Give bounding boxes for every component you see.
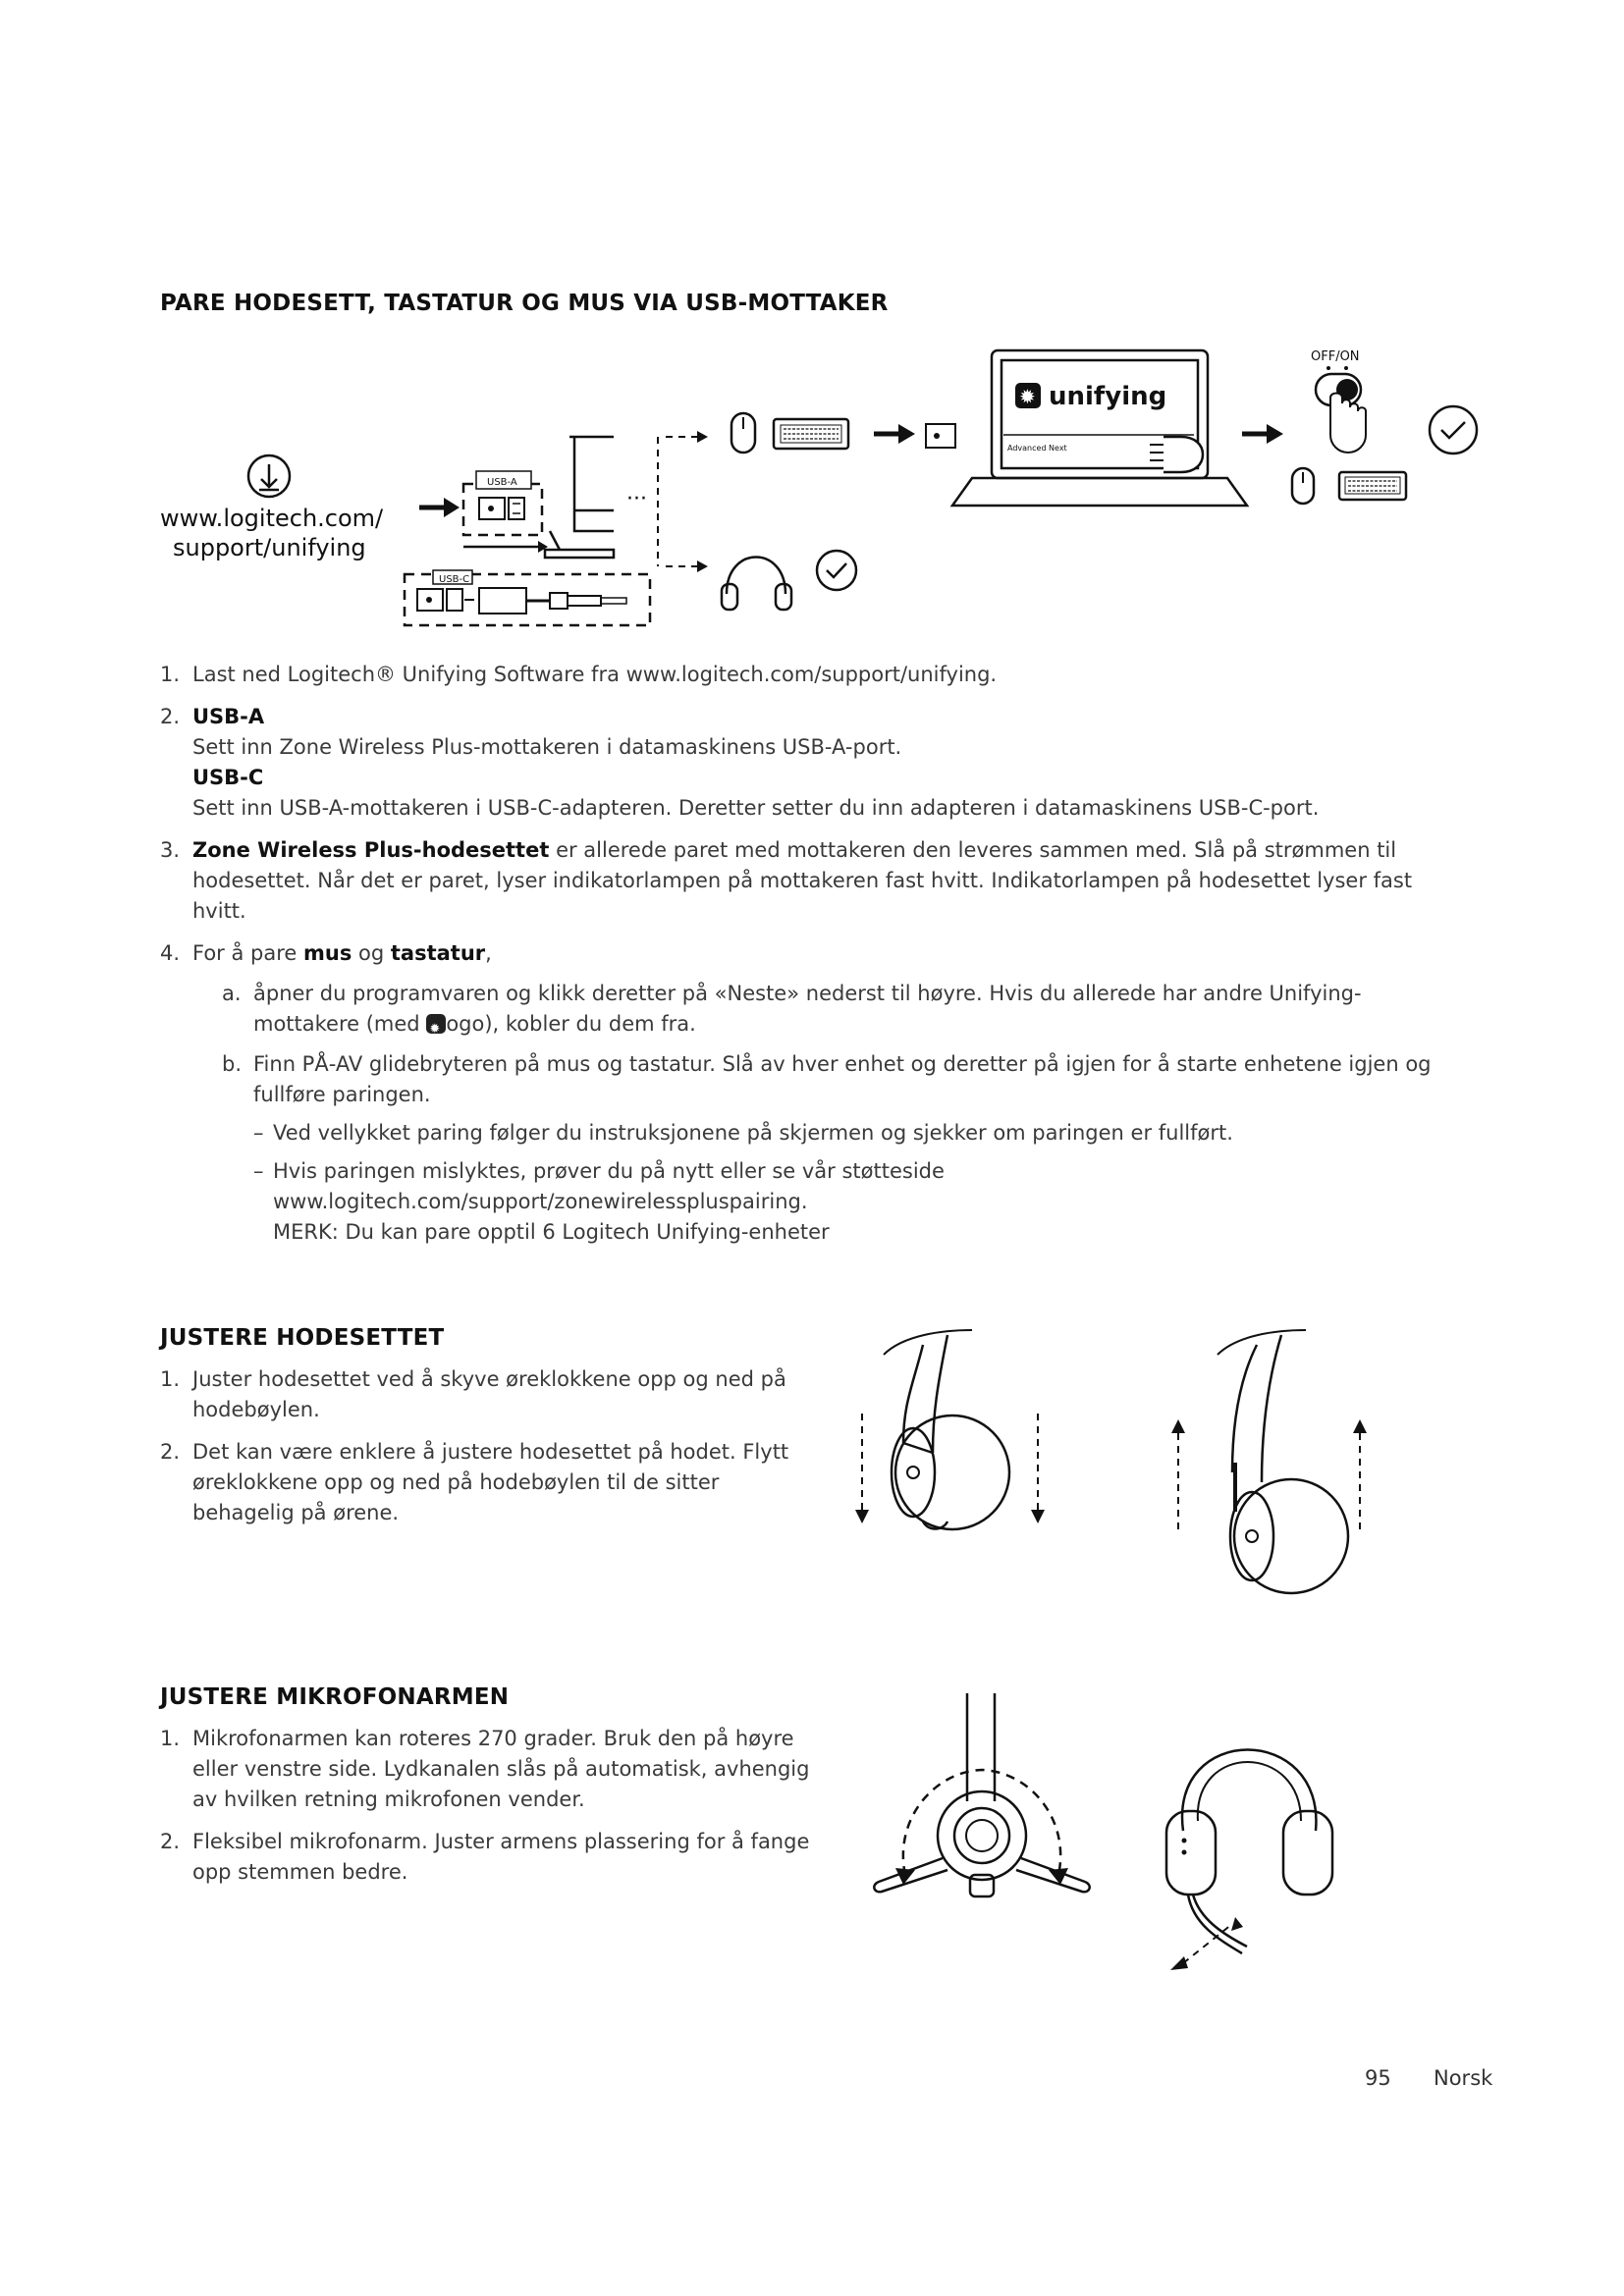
usb-c-label: USB-C <box>439 574 470 585</box>
keyboard-icon <box>1339 472 1406 500</box>
dash-item-2 <box>192 1156 1466 1248</box>
mouse-icon <box>731 413 755 453</box>
step-1 <box>160 660 1466 690</box>
section-title-adjust-headset: JUSTERE HODESETTET <box>160 1325 445 1351</box>
step-bold-keyboard: tastatur <box>390 941 486 965</box>
dash-text: Ved vellykket paring følger du instruksjonene på skjermen og sjekker om paringen er fullført. <box>273 1121 1233 1145</box>
usb-a-text: Sett inn Zone Wireless Plus-mottakeren i datamaskinens USB-A-port. <box>192 735 902 759</box>
usb-a-heading: USB-A <box>192 705 265 728</box>
section-title-pairing: PARE HODESETT, TASTATUR OG MUS VIA USB-MOTTAKER <box>160 291 889 316</box>
arrow-right-icon <box>463 541 548 553</box>
unifying-brand: unifying <box>1049 382 1167 411</box>
download-url-line2: support/unifying <box>173 534 366 561</box>
computer-monitor-icon <box>545 437 614 558</box>
step-text: Juster hodesettet ved å skyve øreklokkene opp og ned på hodebøylen. <box>192 1367 786 1421</box>
unifying-logo-icon <box>426 1014 446 1034</box>
step-text-post: , <box>485 941 492 965</box>
substep-letter: b. <box>222 1052 243 1076</box>
check-circle-icon <box>1430 406 1477 454</box>
earcup-slide-up-figure <box>1171 1330 1367 1593</box>
step-text-pre: For å pare <box>192 941 303 965</box>
dash-note: MERK: Du kan pare opptil 6 Logitech Unifying-enheter <box>273 1220 830 1244</box>
headset-slide-illustration <box>844 1325 1394 1620</box>
step-2 <box>160 1437 818 1528</box>
substep-text: Finn PÅ-AV glidebryteren på mus og tastatur. Slå av hver enhet og deretter på igjen for å starte enhetene igjen og fullføre paringen. <box>253 1052 1432 1106</box>
usb-receiver-icon <box>926 424 955 448</box>
adjust-headset-steps <box>160 1364 818 1540</box>
pairing-diagram <box>147 339 1492 653</box>
ellipsis-dots: ··· <box>626 487 647 511</box>
arrow-right-icon <box>419 498 460 517</box>
substep-text-end: ogo), kobler du dem fra. <box>446 1012 696 1036</box>
step-2 <box>160 1827 818 1888</box>
step-text: Last ned Logitech® Unifying Software fra www.logitech.com/support/unifying. <box>192 663 998 686</box>
substep-a <box>192 979 1466 1040</box>
pairing-steps <box>160 660 1466 1259</box>
power-switch-icon <box>1316 366 1366 453</box>
earcup-slide-down-figure <box>855 1330 1045 1529</box>
step-number: 2. <box>160 705 181 728</box>
dash-mark: – <box>253 1159 264 1183</box>
substep-text: åpner du programvaren og klikk deretter på «Neste» nederst til høyre. Hvis du allerede har andre Unifying-mottakere (med <box>253 982 1362 1036</box>
step-text: Mikrofonarmen kan roteres 270 grader. Bruk den på høyre eller venstre side. Lydkanalen slås på automatisk, avhengig av hvilken retning mikrofonen vender. <box>192 1727 810 1811</box>
step-bold-mouse: mus <box>303 941 352 965</box>
usb-c-adapter-icon <box>405 570 650 625</box>
step-number: 1. <box>160 1727 181 1750</box>
check-circle-icon <box>817 551 856 590</box>
usb-a-label: USB-A <box>487 477 517 488</box>
step-number: 1. <box>160 1367 181 1391</box>
page-number: 95 <box>1365 2066 1391 2090</box>
dash-item-1 <box>192 1118 1466 1148</box>
step-1 <box>160 1364 818 1425</box>
step-2 <box>160 702 1466 824</box>
download-url-line1: www.logitech.com/ <box>160 505 384 532</box>
usb-a-receiver-icon <box>463 471 542 535</box>
step-number: 3. <box>160 838 181 862</box>
arrow-right-icon <box>1242 424 1283 444</box>
svg-text:✹: ✹ <box>1019 385 1036 408</box>
step-number: 4. <box>160 941 181 965</box>
step-text: Fleksibel mikrofonarm. Juster armens plassering for å fange opp stemmen bedre. <box>192 1830 810 1884</box>
laptop-icon <box>952 350 1247 506</box>
download-icon <box>248 455 290 497</box>
step-number: 2. <box>160 1830 181 1853</box>
section-title-adjust-mic: JUSTERE MIKROFONARMEN <box>160 1684 510 1710</box>
mouse-icon <box>1292 468 1314 504</box>
usb-c-heading: USB-C <box>192 766 264 789</box>
keyboard-icon <box>774 419 848 449</box>
headset-icon <box>722 558 791 611</box>
step-4 <box>160 938 1466 1248</box>
dash-mark: – <box>253 1121 264 1145</box>
advanced-next-text: Advanced Next <box>1007 444 1067 453</box>
mic-arm-illustration <box>854 1683 1404 1988</box>
usb-c-text: Sett inn USB-A-mottakeren i USB-C-adapteren. Deretter setter du inn adapteren i datamaskinens USB-C-port. <box>192 796 1320 820</box>
footer-language: Norsk <box>1434 2066 1493 2090</box>
step-number: 2. <box>160 1440 181 1464</box>
step-text-mid: og <box>352 941 391 965</box>
step-text: er allerede paret med mottakeren den leveres sammen med. Slå på strømmen til hodesettet. Når det er paret, lyser indikatorlampen på mottakeren fast hvitt. Indikatorlampen på hodesettet lyser fast hvitt. <box>192 838 1413 923</box>
mic-rotate-figure <box>874 1693 1089 1896</box>
dash-text: Hvis paringen mislyktes, prøver du på nytt eller se vår støtteside <box>273 1159 945 1183</box>
substep-b <box>192 1049 1466 1110</box>
off-on-label: OFF/ON <box>1311 349 1360 364</box>
step-3 <box>160 835 1466 927</box>
mic-flex-figure <box>1166 1750 1332 1971</box>
dash-url: www.logitech.com/support/zonewirelesspluspairing. <box>273 1190 808 1213</box>
step-number: 1. <box>160 663 181 686</box>
adjust-mic-steps <box>160 1724 818 1899</box>
arrow-right-icon <box>874 424 915 444</box>
step-1 <box>160 1724 818 1815</box>
step-text: Det kan være enklere å justere hodesettet på hodet. Flytt øreklokkene opp og ned på hodebøylen til de sitter behagelig på ørene. <box>192 1440 789 1524</box>
step-bold: Zone Wireless Plus-hodesettet <box>192 838 550 862</box>
substep-letter: a. <box>222 982 242 1005</box>
